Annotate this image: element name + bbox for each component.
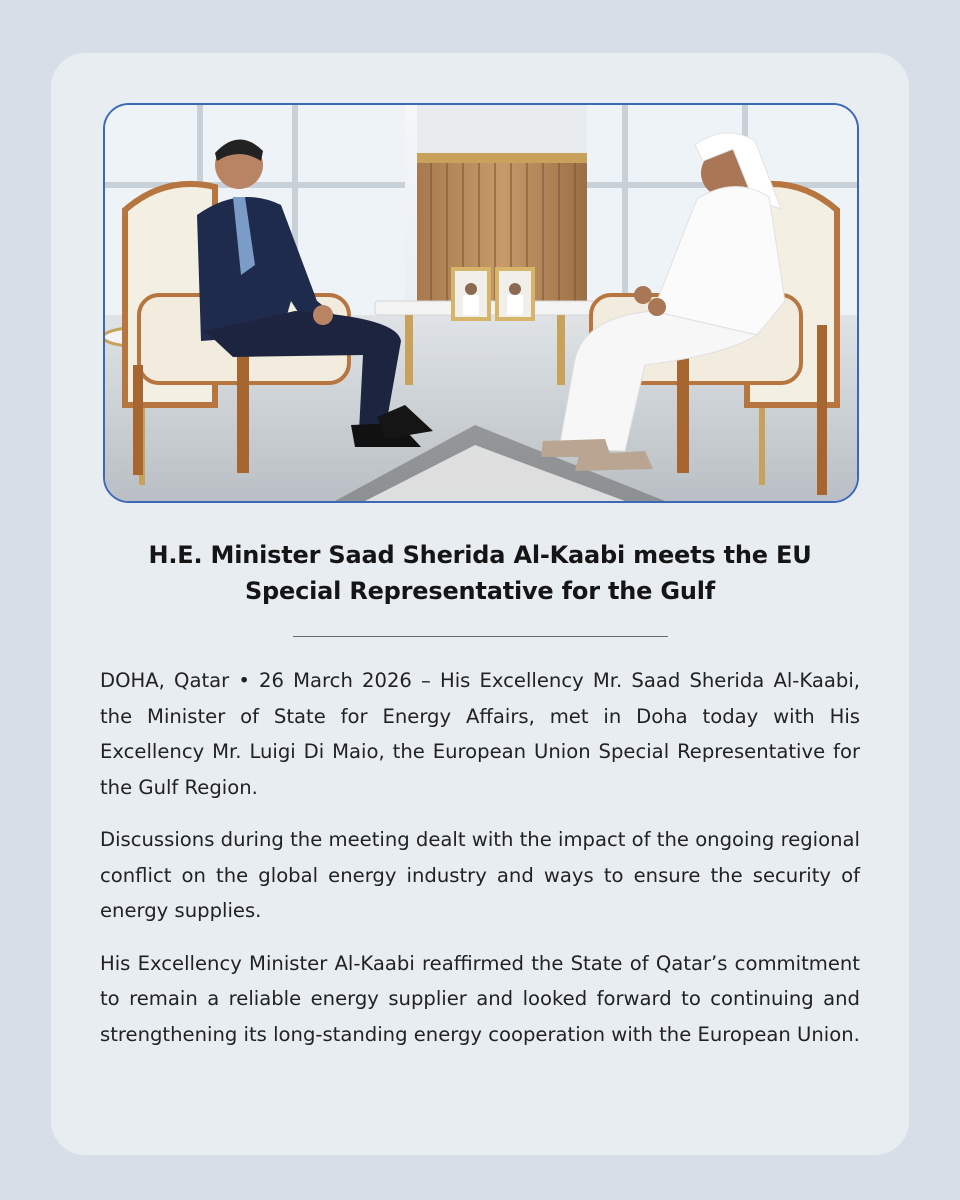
headline: H.E. Minister Saad Sherida Al-Kaabi meets the EU Special Representative for the Gulf: [148, 541, 812, 605]
article-body: [100, 663, 860, 1069]
article-card: [51, 53, 909, 1155]
paragraph-1: DOHA, Qatar • 26 March 2026 – His Excellency Mr. Saad Sherida Al-Kaabi, the Minister of State for Energy Affairs, met in Doha today with His Excellency Mr. Luigi Di Maio, the European Union Special Representative for the Gulf Region.: [100, 669, 860, 799]
meeting-photo: [103, 103, 859, 503]
headline-divider: [293, 636, 668, 637]
paragraph-2: Discussions during the meeting dealt with the impact of the ongoing regional conflict on the global energy industry and ways to ensure the security of energy supplies.: [100, 828, 860, 922]
meeting-photo-illustration: [105, 105, 857, 501]
paragraph-3: His Excellency Minister Al-Kaabi reaffirmed the State of Qatar’s commitment to remain a reliable energy supplier and looked forward to continuing and strengthening its long-standing energy cooperation with the European Union.: [100, 951, 860, 1046]
